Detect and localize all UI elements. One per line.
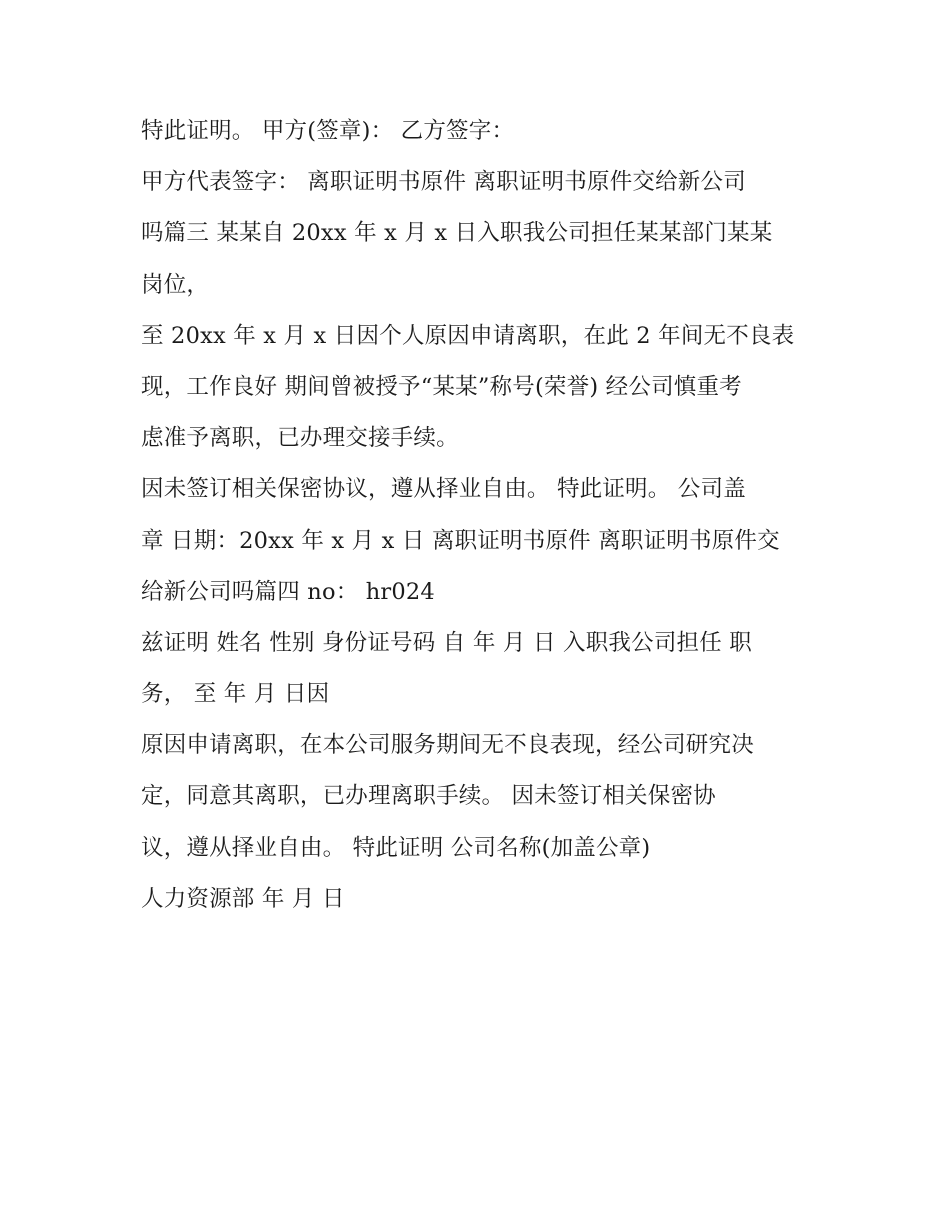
text-line: 定，同意其离职，已办理离职手续。 因未签订相关保密协 — [141, 783, 716, 810]
text-line: 人力资源部 年 月 日 — [141, 885, 345, 912]
text-line: 原因申请离职，在本公司服务期间无不良表现，经公司研究决 — [141, 732, 754, 759]
text-line: 务， 至 年 月 日因 — [141, 681, 330, 708]
text-line: 议，遵从择业自由。 特此证明 公司名称(加盖公章) — [141, 834, 651, 861]
text-line: 兹证明 姓名 性别 身份证号码 自 年 月 日 入职我公司担任 职 — [141, 629, 752, 656]
document-body — [141, 106, 831, 925]
text-line: 给新公司吗篇四 no： hr024 — [141, 578, 435, 605]
text-line: 特此证明。 甲方(签章)： 乙方签字： — [141, 118, 515, 144]
text-line: 岗位， — [141, 271, 210, 298]
text-line: 吗篇三 某某自 20xx 年 x 月 x 日入职我公司担任某某部门某某 — [141, 220, 773, 247]
text-line: 现，工作良好 期间曾被授予“某某”称号(荣誉) 经公司慎重考 — [141, 373, 742, 400]
text-line: 虑准予离职，已办理交接手续。 — [141, 425, 459, 452]
text-line: 甲方代表签字： 离职证明书原件 离职证明书原件交给新公司 — [141, 169, 746, 196]
text-line: 因未签订相关保密协议，遵从择业自由。 特此证明。 公司盖 — [141, 476, 746, 503]
text-line: 至 20xx 年 x 月 x 日因个人原因申请离职，在此 2 年间无不良表 — [141, 322, 795, 349]
text-line: 章 日期：20xx 年 x 月 x 日 离职证明书原件 离职证明书原件交 — [141, 527, 780, 554]
